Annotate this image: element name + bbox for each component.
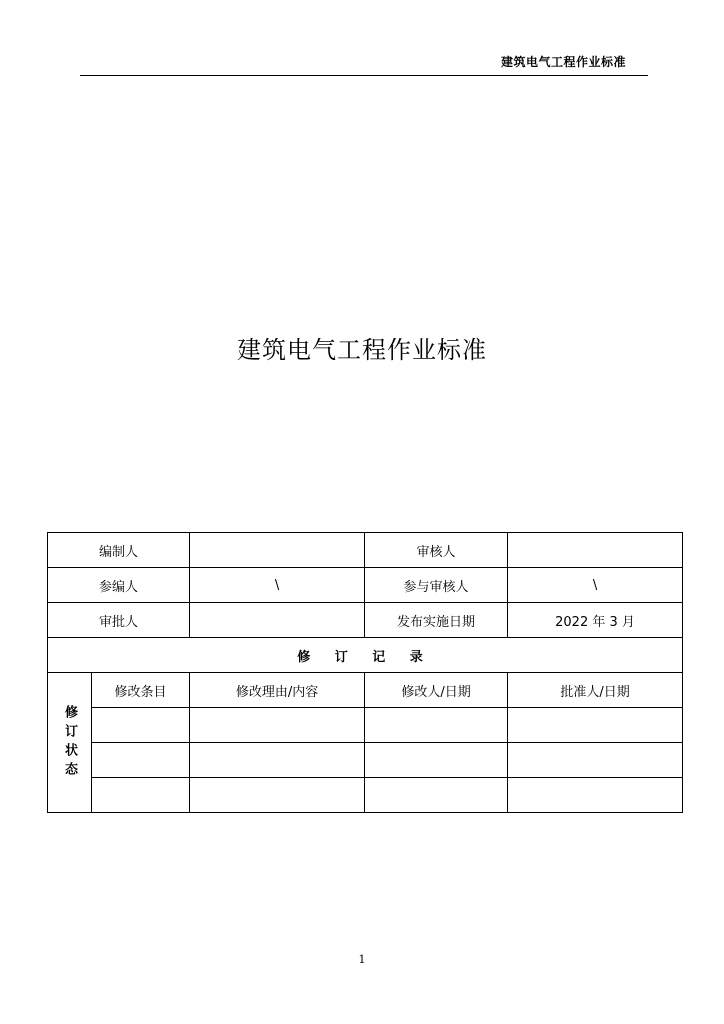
approver-value <box>190 603 365 638</box>
revision-header-modifier: 修改人/日期 <box>365 673 508 708</box>
co-reviewer-label: 参与审核人 <box>365 568 508 603</box>
revision-cell <box>92 708 190 743</box>
co-compiler-value: \ <box>190 568 365 603</box>
revision-cell <box>508 743 683 778</box>
table-row-compiler <box>48 533 683 568</box>
running-header: 建筑电气工程作业标准 <box>500 55 626 69</box>
table-row-revision-band <box>48 638 683 673</box>
revision-header-item: 修改条目 <box>92 673 190 708</box>
table-row-approver <box>48 603 683 638</box>
revision-record-heading: 修 订 记 录 <box>48 638 683 673</box>
revision-header-reason: 修改理由/内容 <box>190 673 365 708</box>
table-row <box>48 743 683 778</box>
revision-header-approver: 批准人/日期 <box>508 673 683 708</box>
release-date-label: 发布实施日期 <box>365 603 508 638</box>
revision-cell <box>190 778 365 813</box>
revision-cell <box>92 743 190 778</box>
release-date-value: 2022 年 3 月 <box>508 603 683 638</box>
header-divider <box>80 75 648 76</box>
approval-table <box>47 532 683 813</box>
document-title: 建筑电气工程作业标准 <box>237 336 487 364</box>
revision-cell <box>190 743 365 778</box>
revision-cell <box>365 708 508 743</box>
revision-cell <box>92 778 190 813</box>
approver-label: 审批人 <box>48 603 190 638</box>
co-compiler-label: 参编人 <box>48 568 190 603</box>
revision-cell <box>508 778 683 813</box>
page-number: 1 <box>358 953 366 966</box>
reviewer-value <box>508 533 683 568</box>
reviewer-label: 审核人 <box>365 533 508 568</box>
revision-cell <box>365 743 508 778</box>
compiler-label: 编制人 <box>48 533 190 568</box>
revision-status-label: 修订状态 <box>48 673 92 813</box>
table-row-revision-headers <box>48 673 683 708</box>
table-row-co-compiler <box>48 568 683 603</box>
revision-cell <box>508 708 683 743</box>
revision-cell <box>190 708 365 743</box>
co-reviewer-value: \ <box>508 568 683 603</box>
revision-cell <box>365 778 508 813</box>
table-row <box>48 708 683 743</box>
table-row <box>48 778 683 813</box>
compiler-value <box>190 533 365 568</box>
